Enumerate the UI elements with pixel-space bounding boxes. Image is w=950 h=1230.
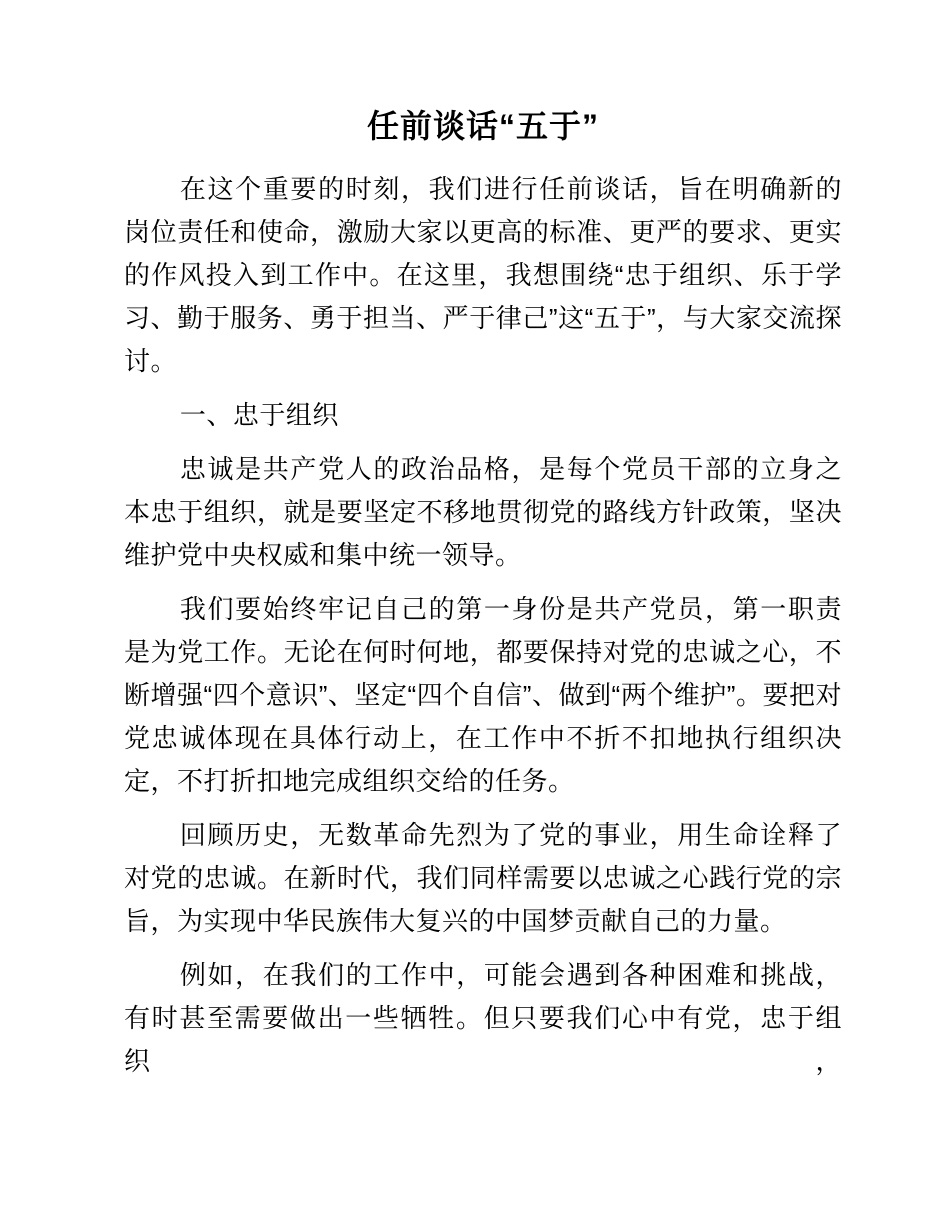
document-title: 任前谈话“五于” [366, 108, 599, 144]
body-paragraph: 例如，在我们的工作中，可能会遇到各种困难和挑战，有时甚至需要做出一些牺牲。但只要我们心中有党，忠于组织， [124, 960, 842, 1076]
body-paragraph: 回顾历史，无数革命先烈为了党的事业，用生命诠释了对党的忠诚。在新时代，我们同样需要以忠诚之心践行党的宗旨，为实现中华民族伟大复兴的中国梦贡献自己的力量。 [124, 820, 842, 936]
body-paragraph: 在这个重要的时刻，我们进行任前谈话，旨在明确新的岗位责任和使命，激励大家以更高的标准、更严的要求、更实的作风投入到工作中。在这里，我想围绕“忠于组织、乐于学习、勤于服务、勇于担当、严于律己”这“五于”，与大家交流探讨。 [124, 174, 842, 376]
section-heading: 一、忠于组织 [179, 400, 339, 430]
body-paragraph: 我们要始终牢记自己的第一身份是共产党员，第一职责是为党工作。无论在何时何地，都要保持对党的忠诚之心，不断增强“四个意识”、坚定“四个自信”、做到“两个维护”。要把对党忠诚体现在具体行动上，在工作中不折不扣地执行组织决定，不打折扣地完成组织交给的任务。 [124, 594, 842, 796]
body-paragraph: 忠诚是共产党人的政治品格，是每个党员干部的立身之本忠于组织，就是要坚定不移地贯彻党的路线方针政策，坚决维护党中央权威和集中统一领导。 [124, 454, 842, 570]
